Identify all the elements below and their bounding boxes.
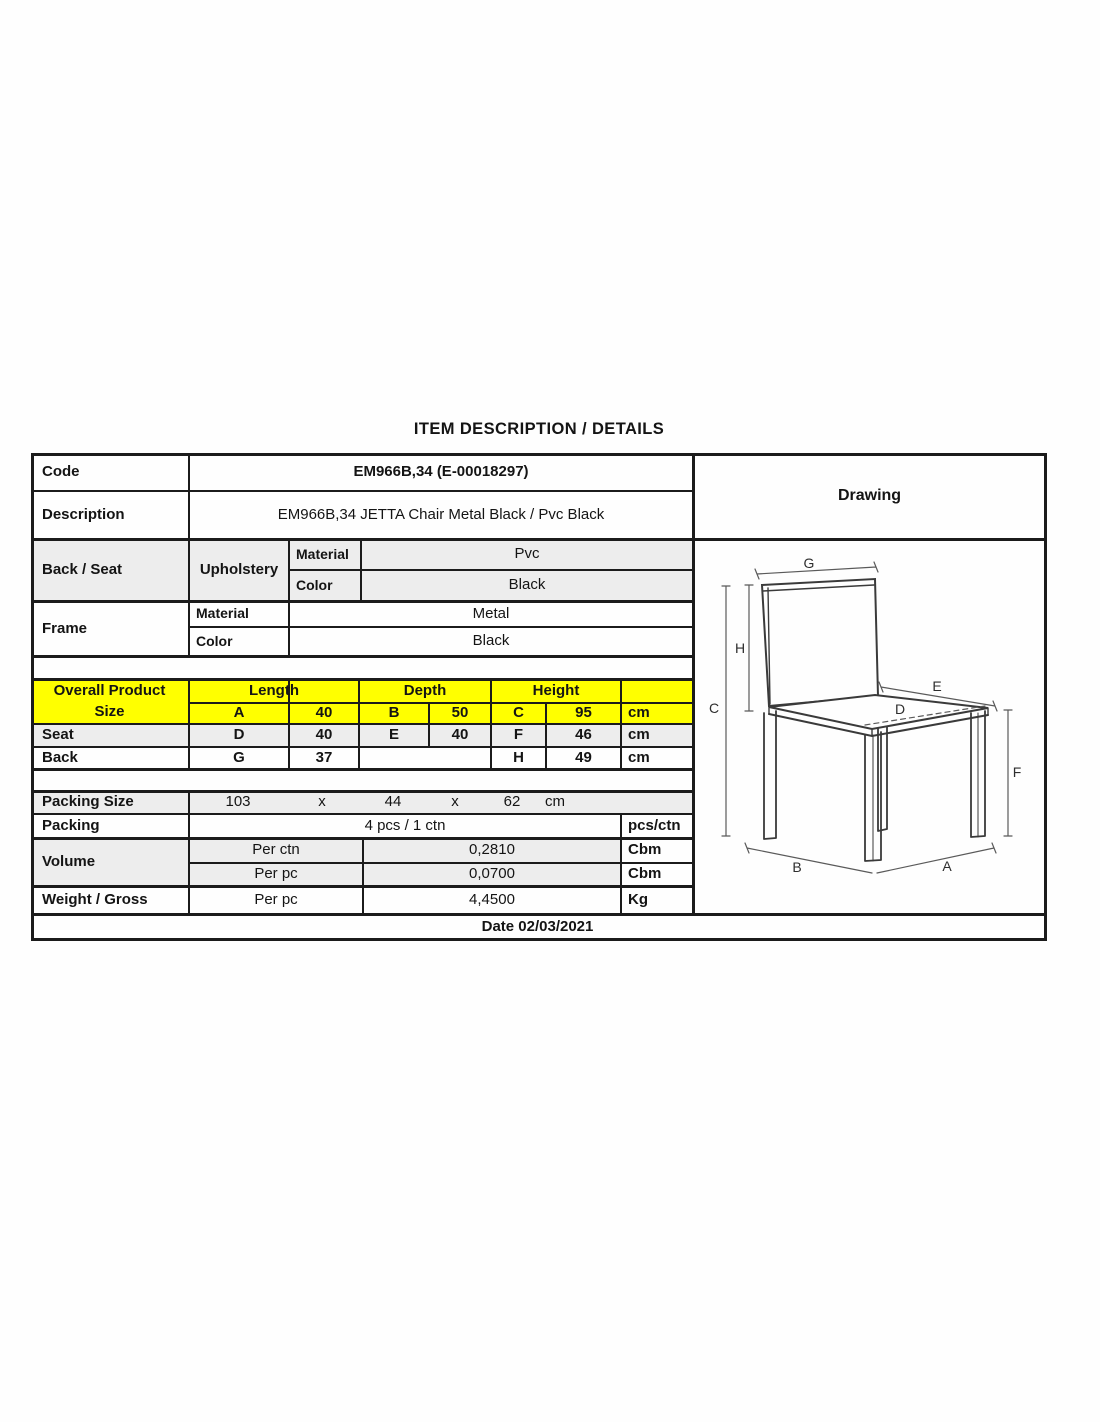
weight-value: 4,4500 [469, 891, 515, 909]
volume-label: Volume [42, 852, 96, 870]
size-seat-f-key: F [513, 726, 524, 744]
size-back-h-val: 49 [575, 748, 592, 766]
packing-size-v3: 62 [503, 793, 521, 811]
frame-color-value: Black [472, 632, 510, 650]
dim-label-g: G [803, 555, 815, 571]
dim-label-a: A [942, 858, 952, 874]
size-overall-c-val: 95 [575, 704, 592, 722]
size-overall-unit: cm [628, 704, 650, 722]
packing-size-v2: 44 [384, 793, 402, 811]
size-label-line2: Size [94, 703, 125, 720]
code-label: Code [42, 463, 80, 481]
size-overall-c-key: C [513, 704, 524, 722]
backseat-material-label: Material [296, 545, 349, 562]
packing-value: 4 pcs / 1 ctn [364, 816, 446, 834]
size-seat-e-key: E [388, 726, 399, 744]
size-back-unit: cm [628, 748, 650, 766]
page-title: ITEM DESCRIPTION / DETAILS [413, 420, 665, 438]
volume-perctn-value: 0,2810 [469, 841, 515, 859]
volume-perpc-unit: Cbm [628, 865, 662, 883]
date-row: Date 02/03/2021 [481, 917, 594, 935]
backseat-material-value: Pvc [514, 545, 540, 563]
chair-drawing [692, 538, 1047, 913]
packing-unit: pcs/ctn [628, 816, 681, 834]
size-seat-unit: cm [628, 726, 650, 744]
volume-perpc-value: 0,0700 [469, 865, 515, 883]
frame-material-value: Metal [472, 604, 510, 622]
backseat-color-label: Color [296, 576, 333, 593]
size-seat-e-val: 40 [451, 726, 469, 744]
backseat-color-value: Black [508, 576, 546, 594]
size-header-height: Height [532, 681, 580, 699]
volume-perctn-unit: Cbm [628, 841, 662, 859]
size-label-line1: Overall Product [53, 682, 166, 699]
packing-size-x2: x [451, 793, 459, 811]
size-label [31, 679, 188, 723]
dim-label-b: B [792, 859, 802, 875]
backseat-upholstery: Upholstery [199, 561, 279, 579]
weight-unit: Kg [628, 891, 648, 909]
description-value: EM966B,34 JETTA Chair Metal Black / Pvc Black [277, 505, 605, 523]
weight-label: Weight / Gross [42, 891, 148, 909]
weight-key: Per pc [254, 891, 298, 909]
packing-size-v1: 103 [225, 793, 251, 811]
frame-material-label: Material [196, 605, 249, 622]
grid-line-h [31, 938, 1047, 941]
size-back-g-key: G [233, 748, 245, 766]
size-back-g-val: 37 [315, 748, 333, 766]
grid-line-h [31, 768, 692, 771]
size-overall-b-key: B [388, 704, 400, 722]
grid-line-h [31, 655, 692, 658]
size-overall-a-key: A [233, 704, 245, 722]
size-seat-f-val: 46 [575, 726, 592, 744]
size-header-depth: Depth [403, 681, 447, 699]
size-seat-d-key: D [233, 726, 245, 744]
dim-label-e: E [932, 678, 942, 694]
packing-size-unit: cm [545, 793, 565, 811]
backseat-label: Back / Seat [42, 561, 123, 579]
size-seat-label: Seat [42, 726, 74, 744]
volume-perctn-key: Per ctn [252, 841, 300, 859]
packing-size-x1: x [318, 793, 326, 811]
dim-label-d: D [894, 701, 906, 717]
dim-label-h: H [734, 640, 746, 656]
frame-label: Frame [42, 619, 88, 637]
dim-label-f: F [1012, 764, 1022, 780]
size-header-length: Length [249, 681, 299, 699]
packing-size-label: Packing Size [42, 793, 134, 811]
packing-label: Packing [42, 816, 100, 834]
dim-label-c: C [708, 700, 720, 716]
size-back-label: Back [42, 748, 78, 766]
frame-color-label: Color [196, 632, 233, 649]
volume-perpc-key: Per pc [254, 865, 298, 883]
size-overall-a-val: 40 [315, 704, 333, 722]
drawing-title: Drawing [837, 486, 902, 504]
size-seat-d-val: 40 [315, 726, 333, 744]
size-back-h-key: H [513, 748, 524, 766]
description-label: Description [42, 505, 125, 523]
size-overall-b-val: 50 [451, 704, 469, 722]
code-value: EM966B,34 (E-00018297) [353, 463, 529, 481]
